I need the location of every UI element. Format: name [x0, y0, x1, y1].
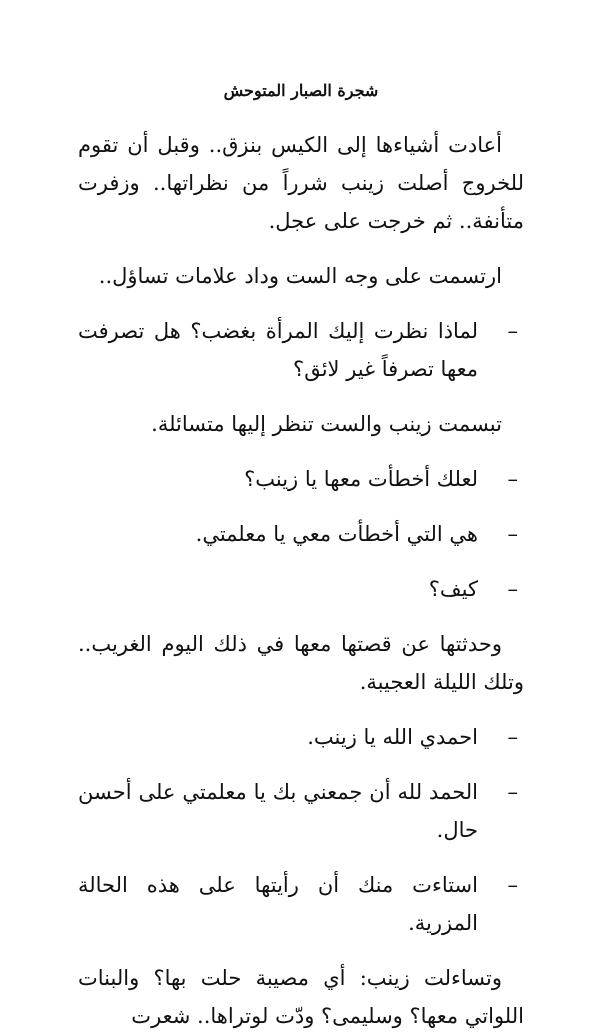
- dialogue-line: [78, 312, 524, 388]
- paragraph: وتساءلت زينب: أي مصيبة حلت بها؟ والبنات اللواتي معها؟ وسليمى؟ ودّت لوتراها.. شعرت: [78, 966, 524, 1028]
- dialogue-dash: –: [507, 522, 518, 546]
- paragraph: وحدثتها عن قصتها معها في ذلك اليوم الغريب.. وتلك الليلة العجيبة.: [78, 632, 524, 694]
- dialogue-dash: –: [507, 577, 518, 601]
- dialogue-text: احمدي الله يا زينب.: [307, 725, 478, 749]
- dialogue-text: لعلك أخطأت معها يا زينب؟: [244, 467, 478, 491]
- paragraph: تبسمت زينب والست تنظر إليها متسائلة.: [151, 412, 502, 436]
- dialogue-dash: –: [507, 319, 518, 343]
- dialogue-dash: –: [507, 467, 518, 491]
- dialogue-line: [78, 773, 524, 849]
- dialogue-line: [78, 718, 524, 756]
- dialogue-text: الحمد لله أن جمعني بك يا معلمتي على أحسن حال.: [78, 780, 478, 842]
- body-text: [78, 126, 524, 1035]
- dialogue-line: [78, 570, 524, 608]
- dialogue-dash: –: [507, 725, 518, 749]
- running-title: شجرة الصبار المتوحش: [223, 81, 379, 100]
- paragraph: أعادت أشياءها إلى الكيس بنزق.. وقبل أن تقوم للخروج أصلت زينب شرراً من نظراتها.. وزفرت متأنفة.. ثم خرجت على عجل.: [78, 133, 524, 233]
- dialogue-text: استاءت منك أن رأيتها على هذه الحالة المزرية.: [78, 873, 478, 935]
- dialogue-text: هي التي أخطأت معي يا معلمتي.: [195, 522, 478, 546]
- dialogue-line: [78, 515, 524, 553]
- dialogue-dash: –: [507, 780, 518, 804]
- dialogue-text: لماذا نظرت إليك المرأة بغضب؟ هل تصرفت معها تصرفاً غير لائق؟: [78, 319, 478, 381]
- dialogue-line: [78, 866, 524, 942]
- dialogue-dash: –: [507, 873, 518, 897]
- paragraph: ارتسمت على وجه الست وداد علامات تساؤل..: [98, 264, 502, 288]
- dialogue-text: كيف؟: [428, 577, 478, 601]
- dialogue-line: [78, 460, 524, 498]
